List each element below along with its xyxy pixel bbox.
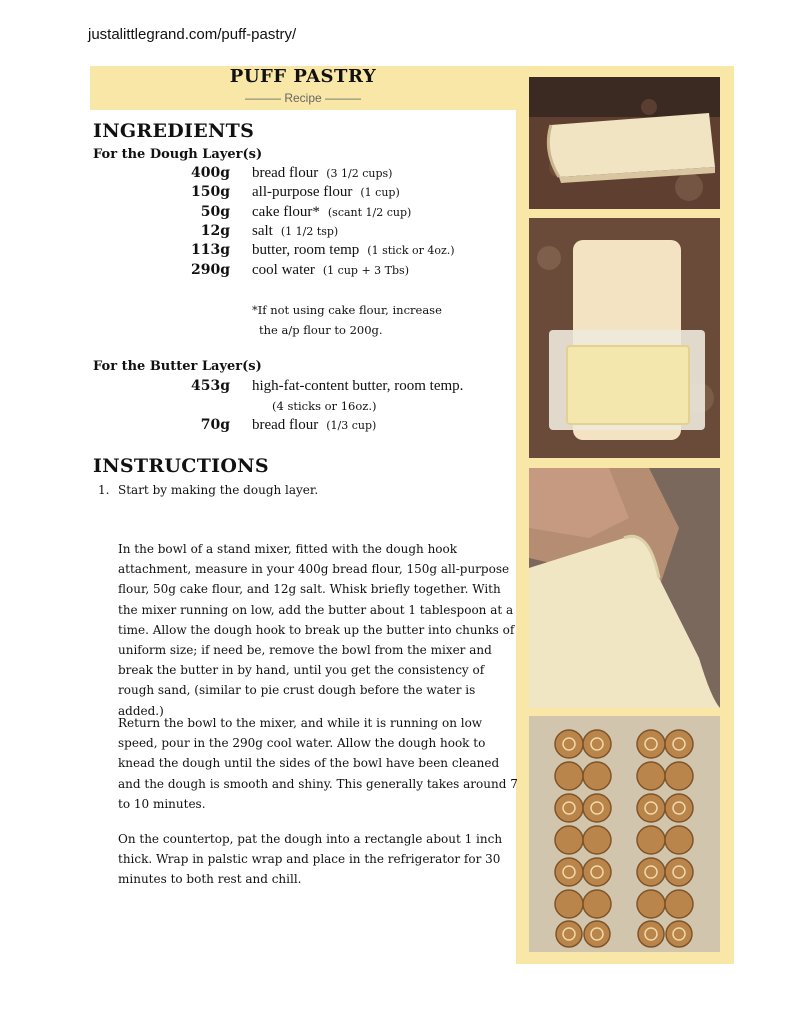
- ingredient-name: [252, 223, 338, 240]
- ingredient-label: bread flour: [252, 417, 319, 433]
- ingredient-label: salt: [252, 223, 273, 239]
- ingredient-note: (1 cup): [360, 186, 400, 199]
- ingredient-qty: 453g: [190, 378, 230, 394]
- cake-flour-footnote: *If not using cake flour, increase: [252, 303, 442, 317]
- ingredient-label: bread flour: [252, 165, 319, 181]
- ingredient-note: (1 1/2 tsp): [280, 225, 339, 238]
- cake-flour-footnote-line2: the a/p flour to 200g.: [259, 323, 383, 337]
- ingredient-note: (1/3 cup): [326, 419, 377, 432]
- ingredient-note: (1 cup + 3 Tbs): [322, 264, 409, 277]
- ingredient-qty: 12g: [200, 223, 230, 239]
- ingredient-qty: 400g: [190, 165, 230, 181]
- step-number: 1.: [98, 483, 110, 497]
- source-url: justalittlegrand.com/puff-pastry/: [88, 26, 297, 43]
- ingredient-name: [252, 184, 400, 201]
- ingredient-name: [252, 262, 409, 279]
- butter-layer-heading: For the Butter Layer(s): [93, 359, 262, 374]
- dough-sheet-photo: [529, 468, 720, 708]
- dough-and-butter-photo: [529, 218, 720, 458]
- ingredient-qty: 150g: [190, 184, 230, 200]
- ingredient-qty: 290g: [190, 262, 230, 278]
- ingredient-note: (scant 1/2 cup): [327, 206, 412, 219]
- step-text: Start by making the dough layer.: [118, 483, 319, 497]
- ingredient-label: butter, room temp: [252, 242, 360, 258]
- ingredients-heading: INGREDIENTS: [93, 120, 255, 142]
- ingredient-qty: 70g: [200, 417, 230, 433]
- palmiers-photo: [529, 716, 720, 952]
- ingredient-label: cool water: [252, 262, 315, 278]
- ingredient-qty: 113g: [190, 242, 230, 258]
- ingredient-name: [252, 378, 463, 395]
- instructions-heading: INSTRUCTIONS: [93, 455, 269, 477]
- recipe-subtitle: ——— Recipe ———: [244, 91, 362, 105]
- folded-dough-photo: [529, 77, 720, 209]
- ingredient-name: [252, 417, 376, 434]
- ingredient-note: (1 stick or 4oz.): [367, 244, 455, 257]
- recipe-title: PUFF PASTRY: [229, 66, 377, 87]
- instruction-paragraph: On the countertop, pat the dough into a rectangle about 1 inch thick. Wrap in palstic wrap and place in the refrigerator for 30 minutes to both rest and chill.: [118, 832, 503, 887]
- instruction-paragraph: Return the bowl to the mixer, and while it is running on low speed, pour in the 290g cool water. Allow the dough hook to knead the dough until the sides of the bowl have been cleaned and the dough is smooth and shiny. This generally takes around 7 to 10 minutes.: [118, 716, 518, 811]
- ingredient-note: (3 1/2 cups): [326, 167, 393, 180]
- ingredient-name: [252, 242, 455, 259]
- instruction-paragraph: In the bowl of a stand mixer, fitted with the dough hook attachment, measure in your 400g bread flour, 150g all-purpose flour, 50g cake flour, and 12g salt. Whisk briefly together. With the mixer running on low, add the butter about 1 tablespoon at a time. Allow the dough hook to break up the butter into chunks of uniform size; if need be, remove the bowl from the mixer and break the butter in by hand, until you get the consistency of rough sand, (similar to pie crust dough before the water is added.): [118, 542, 515, 718]
- ingredient-label: cake flour*: [252, 204, 320, 220]
- ingredient-name: [252, 204, 411, 221]
- ingredient-label: high-fat-content butter, room temp.: [252, 378, 464, 394]
- butter-amount-note: (4 sticks or 16oz.): [272, 399, 377, 413]
- ingredient-qty: 50g: [200, 204, 230, 220]
- dough-layer-heading: For the Dough Layer(s): [93, 147, 263, 162]
- ingredient-label: all-purpose flour: [252, 184, 353, 200]
- ingredient-name: [252, 165, 392, 182]
